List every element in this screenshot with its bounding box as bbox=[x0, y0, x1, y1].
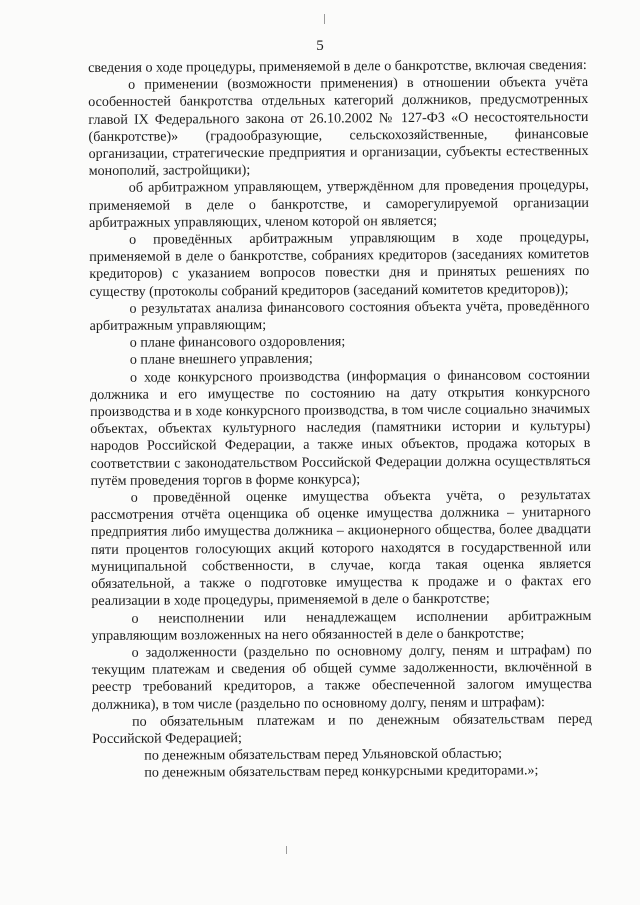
paragraph: о плане финансового оздоровления; bbox=[129, 333, 346, 352]
paragraph: сведения о ходе процедуры, применяемой в деле о банкротстве, включая сведения: bbox=[88, 56, 587, 76]
paragraph: о проведённой оценке имущества объекта учёта, о результатах рассмотрения отчёта оценщика об оценке имущества должника – унитарного предприятия либо имущества должника – акционерного общества, более двадцати пяти процентов голосующих акций которого находятся в государственной или муниципальной собственности, в случае, когда такая оценка является обязательной, а также о подготовке имущества к продаже и о фактах его реализации в ходе процедуры, применяемой в деле о банкротстве; bbox=[90, 487, 592, 610]
paragraph: о ходе конкурсного производства (информация о финансовом состоянии должника и его имуществе по состоянию на дату открытия конкурсного производства и в ходе конкурсного производства, в том числе социально значимых объектах, объектах культурного наследия (памятники истории и культуры) народов Российской Федерации, а также иных объектов, продажа которых в соответствии с законодательством Российской Федерации должна осуществляться путём проведения торгов в форме конкурса); bbox=[89, 366, 591, 489]
paragraph: о результатах анализа финансового состояния объекта учёта, проведённого арбитражным управляющим; bbox=[89, 297, 590, 335]
paragraph: о плане внешнего управления; bbox=[129, 351, 313, 369]
paragraph: о применении (возможности применения) в отношении объекта учёта особенностей банкротства отдельных категорий должников, предусмотренных главой IX Федерального закона от 26.10.2002 № 127-ФЗ «О несостоятельности (банкротстве)» (градообразующие, сельскохозяйственные, финансовые организации, стратегические предприятия и организации, субъекты естественных монополий, застройщики); bbox=[88, 74, 589, 180]
paragraph: о неисполнении или ненадлежащем исполнении арбитражным управляющим возложенных на него обязанностей в деле о банкротстве; bbox=[91, 607, 592, 644]
paragraph: об арбитражном управляющем, утверждённом для проведения процедуры, применяемой в деле о банкротстве, и саморегулируемой организации арбитражных управляющих, членом которой он является; bbox=[88, 177, 589, 231]
scan-mark-bottom bbox=[286, 846, 287, 854]
page-number: 5 bbox=[316, 38, 324, 54]
paragraph: по денежным обязательствам перед Ульяновской областью; bbox=[144, 745, 503, 764]
document-body bbox=[88, 57, 592, 783]
paragraph: о проведённых арбитражным управляющим в ходе процедуры, применяемой в деле о банкротстве, собраниях кредиторов (заседаниях комитетов кредиторов) с указанием вопросов повестки дня и принятых решениях по существу (протоколы собраний кредиторов (заседаний комитетов кредиторов)); bbox=[89, 228, 590, 300]
paragraph: по обязательным платежам и по денежным обязательствам перед Российской Федерацией; bbox=[92, 710, 593, 747]
paragraph: о задолженности (раздельно по основному долгу, пеням и штрафам) по текущим платежам и сведения об общей сумме задолженности, включённой в реестр требований кредиторов, а также обеспеченной залогом имущества должника), в том числе (раздельно по основному долгу, пеням и штрафам): bbox=[91, 641, 592, 713]
scan-mark-top bbox=[324, 14, 325, 24]
paragraph: по денежным обязательствам перед конкурсными кредиторами.»; bbox=[144, 762, 539, 781]
